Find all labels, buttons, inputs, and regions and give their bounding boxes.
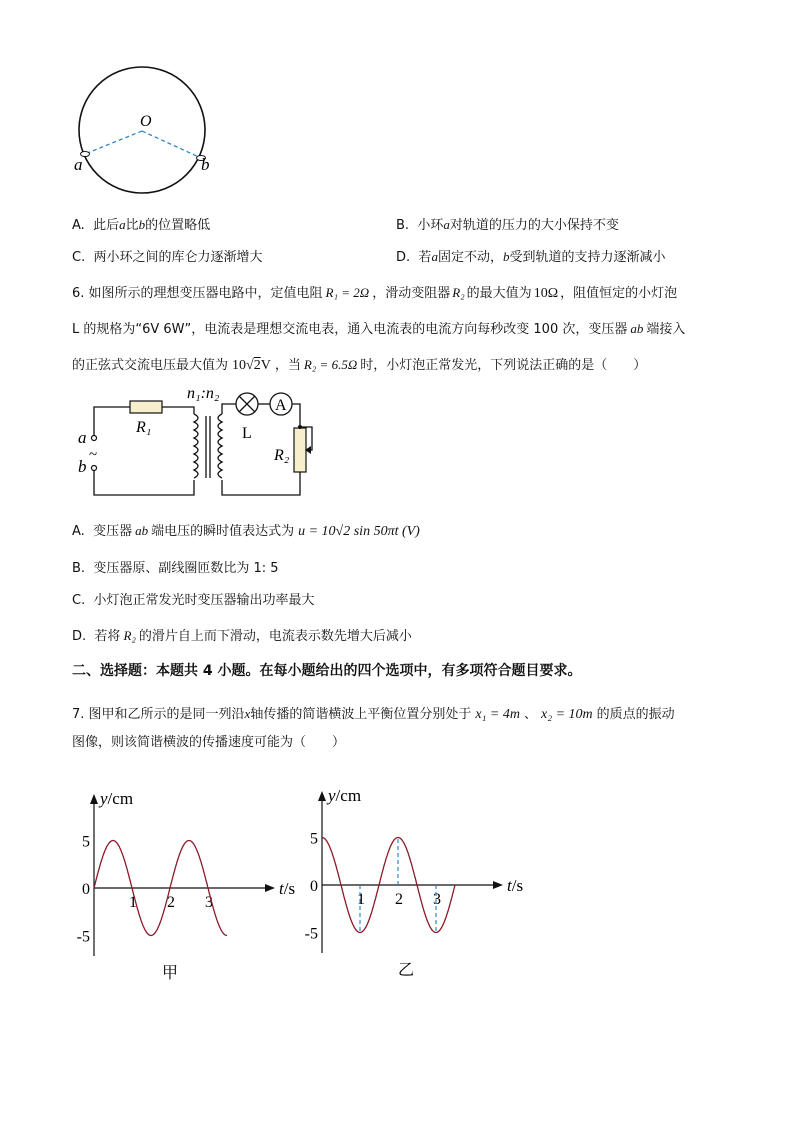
graph-jia [72, 788, 302, 983]
y-tick-label: 0 [82, 881, 90, 898]
transformer-circuit [72, 380, 332, 505]
x-tick-label: 2 [167, 894, 175, 911]
secondary-coil [218, 414, 222, 478]
x-tick-label: 2 [395, 891, 403, 908]
resistor-r2 [294, 428, 306, 472]
x-axis-arrow [493, 881, 503, 889]
ring-track [79, 67, 205, 193]
label-l: L [242, 425, 252, 442]
x-tick-label: 3 [205, 894, 213, 911]
secondary-wire-bottom [222, 472, 300, 495]
q6-option-d[interactable]: D. 若将 R₂ 的滑片自上而下滑动，电流表示数先增大后减小 [72, 628, 412, 644]
y-tick-label: -5 [304, 925, 318, 943]
graph-caption: 乙 [398, 962, 415, 979]
label-a: a [78, 428, 87, 447]
q6-option-b[interactable]: B. 变压器原、副线圈匝数比为 1: 5 [72, 561, 279, 576]
y-axis-arrow [90, 794, 98, 804]
y-axis-arrow [318, 791, 326, 801]
label-o: O [140, 113, 152, 130]
label-r2: R₂ [274, 447, 290, 464]
graph-yi [300, 785, 530, 980]
secondary-wire [222, 404, 236, 414]
q5-option-b[interactable]: B. 小环a对轨道的压力的大小保持不变 [396, 217, 619, 233]
q5-option-a[interactable]: A. 此后a比b的位置略低 [72, 217, 211, 233]
line-ob [142, 131, 201, 158]
ammeter-label: A [275, 397, 287, 414]
ring-figure [70, 60, 220, 200]
x-tick-label: 3 [433, 891, 441, 908]
x-axis-label: t/s [507, 876, 524, 895]
q5-option-c[interactable]: C. 两小环之间的库仑力逐渐增大 [72, 250, 263, 265]
x-axis-arrow [265, 884, 275, 892]
q6-stem-line2: L 的规格为“6V 6W”，电流表是理想交流电表，通入电流表的电流方向每秒改变 100 次，变压器 ab 端接入 [72, 321, 686, 337]
label-ac: ~ [89, 447, 98, 463]
y-tick-label: 0 [310, 878, 318, 895]
q5-option-d[interactable]: D. 若a固定不动，b受到轨道的支持力逐渐减小 [396, 249, 666, 265]
q6-stem-line3: 的正弦式交流电压最大值为 10√2V ，当 R₂ = 6.5Ω 时，小灯泡正常发光，下列说法正确的是（ ） [72, 357, 647, 373]
label-r1: R₁ [136, 419, 152, 436]
q6-option-c[interactable]: C. 小灯泡正常发光时变压器输出功率最大 [72, 593, 315, 608]
resistor-r1 [130, 401, 162, 413]
label-b: b [201, 155, 210, 174]
y-axis-label: y/cm [328, 786, 362, 805]
terminal-b [92, 466, 97, 471]
y-tick-label: 5 [310, 830, 318, 848]
terminal-a [92, 436, 97, 441]
primary-wire-bottom [94, 468, 194, 495]
x-tick-label: 1 [357, 891, 365, 908]
q7-stem-line2: 图像，则该简谐横波的传播速度可能为（ ） [72, 735, 346, 750]
x-tick-label: 1 [129, 894, 137, 911]
x-axis-label: t/s [279, 879, 296, 898]
y-tick-label: 5 [82, 833, 90, 851]
y-axis-label: y/cm [100, 789, 134, 808]
q7-stem-line1: 7. 图甲和乙所示的是同一列沿x轴传播的简谐横波上平衡位置分别处于 x₁ = 4m 、 x₂ = 10m 的质点的振动 [72, 706, 675, 722]
label-a: a [74, 155, 83, 174]
label-n-ratio: n₁:n₂ [187, 385, 220, 402]
section-heading: 二、选择题：本题共 4 小题。在每小题给出的四个选项中，有多项符合题目要求。 [72, 663, 582, 679]
q6-option-a[interactable]: A. 变压器 ab 端电压的瞬时值表达式为 u = 10√2 sin 50πt (V) [72, 523, 420, 539]
line-oa [85, 131, 142, 154]
label-b: b [78, 457, 87, 476]
q6-stem-line1: 6. 如图所示的理想变压器电路中，定值电阻 R₁ = 2Ω ，滑动变阻器 R₂ 的最大值为 10Ω ，阻值恒定的小灯泡 [72, 285, 678, 301]
graph-caption: 甲 [162, 965, 179, 982]
primary-coil [194, 414, 198, 478]
y-tick-label: -5 [76, 928, 90, 946]
